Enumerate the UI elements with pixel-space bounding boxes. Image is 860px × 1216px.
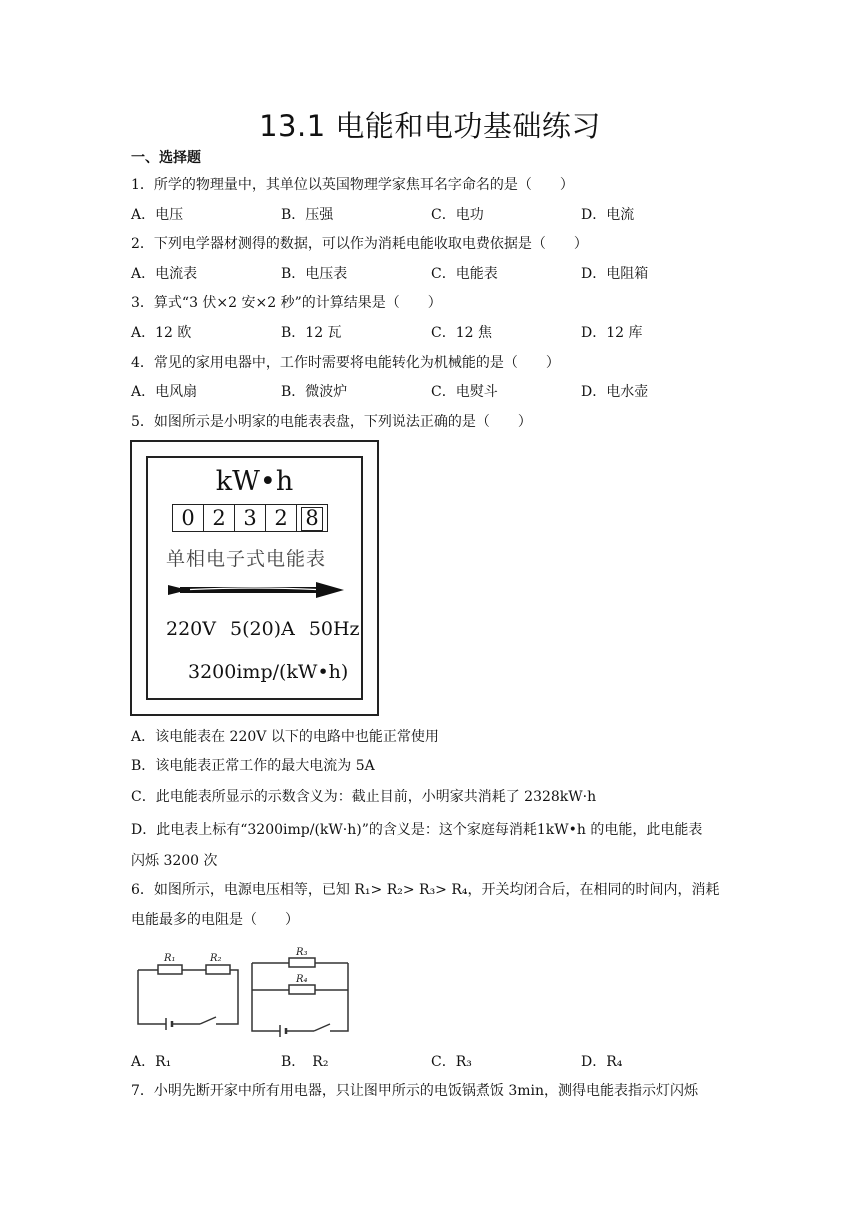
meter-digit: 3	[234, 504, 266, 532]
q6-option-c: C．R₃	[431, 1054, 472, 1070]
page-title: 13.1 电能和电功基础练习	[259, 109, 601, 143]
q4-option-d: D．电水壶	[581, 384, 649, 400]
q3-option-a: A．12 欧	[131, 325, 192, 341]
meter-name: 单相电子式电能表	[166, 548, 327, 570]
question-1-stem: 1．所学的物理量中，其单位以英国物理学家焦耳名字命名的是（ ）	[131, 177, 574, 193]
section-heading: 一、选择题	[131, 150, 201, 166]
q1-option-c: C．电功	[431, 207, 484, 223]
q5-option-c: C．此电能表所显示的示数含义为：截止目前，小明家共消耗了 2328kW·h	[131, 789, 597, 805]
q5-option-b: B．该电能表正常工作的最大电流为 5A	[131, 758, 375, 774]
q2-option-d: D．电阻箱	[581, 266, 649, 282]
q2-option-b: B．电压表	[281, 266, 348, 282]
circuit-diagrams	[130, 943, 380, 1043]
energy-meter-figure	[130, 440, 379, 716]
q2-option-a: A．电流表	[131, 266, 198, 282]
q5-option-d: D．此电表上标有“3200imp/(kW·h)”的含义是：这个家庭每消耗1kW•h 的电能，此电能表	[131, 822, 703, 838]
question-5-stem: 5．如图所示是小明家的电能表表盘，下列说法正确的是（ ）	[131, 414, 532, 430]
q3-option-b: B．12 瓦	[281, 325, 342, 341]
q1-option-b: B．压强	[281, 207, 334, 223]
q4-option-c: C．电熨斗	[431, 384, 498, 400]
q3-option-d: D．12 库	[581, 325, 643, 341]
meter-digits	[173, 504, 328, 532]
q6-option-b: B． R₂	[281, 1054, 329, 1070]
question-3-stem: 3．算式“3 伏×2 安×2 秒”的计算结果是（ ）	[131, 295, 442, 311]
question-6-stem-cont: 电能最多的电阻是（ ）	[131, 912, 299, 928]
label-r1: R₁	[164, 953, 176, 964]
meter-digit: 2	[265, 504, 297, 532]
meter-voltage: 220V	[166, 618, 216, 640]
meter-frequency: 50Hz	[308, 618, 360, 640]
q5-option-a: A．该电能表在 220V 以下的电路中也能正常使用	[131, 729, 439, 745]
meter-digit: 2	[203, 504, 235, 532]
meter-spec	[166, 618, 374, 640]
q4-option-a: A．电风扇	[131, 384, 198, 400]
question-7-stem: 7．小明先断开家中所有用电器，只让图甲所示的电饭锅煮饭 3min，测得电能表指示灯闪烁	[131, 1083, 699, 1099]
meter-unit: kW•h	[215, 466, 294, 497]
q5-option-d-cont: 闪烁 3200 次	[131, 853, 218, 869]
meter-current: 5(20)A	[230, 618, 295, 640]
q6-option-a: A．R₁	[131, 1054, 172, 1070]
question-2-stem: 2．下列电学器材测得的数据，可以作为消耗电能收取电费依据是（ ）	[131, 236, 588, 252]
meter-impulse-constant: 3200imp/(kW•h)	[188, 661, 349, 683]
label-r2: R₂	[210, 953, 222, 964]
question-4-stem: 4．常见的家用电器中，工作时需要将电能转化为机械能的是（ ）	[131, 355, 560, 371]
q1-option-d: D．电流	[581, 207, 635, 223]
q2-option-c: C．电能表	[431, 266, 498, 282]
q6-option-d: D．R₄	[581, 1054, 623, 1070]
q4-option-b: B．微波炉	[281, 384, 348, 400]
arrow-icon	[166, 579, 346, 601]
label-r3: R₃	[296, 947, 308, 958]
q1-option-a: A．电压	[131, 207, 184, 223]
q3-option-c: C．12 焦	[431, 325, 492, 341]
meter-decimal-digit	[296, 504, 328, 532]
meter-dial	[146, 456, 363, 700]
meter-digit: 8	[301, 507, 323, 531]
question-6-stem: 6．如图所示，电源电压相等，已知 R₁> R₂> R₃> R₄，开关均闭合后，在相同的时间内，消耗	[131, 882, 720, 898]
meter-digit: 0	[172, 504, 204, 532]
label-r4: R₄	[296, 974, 308, 985]
